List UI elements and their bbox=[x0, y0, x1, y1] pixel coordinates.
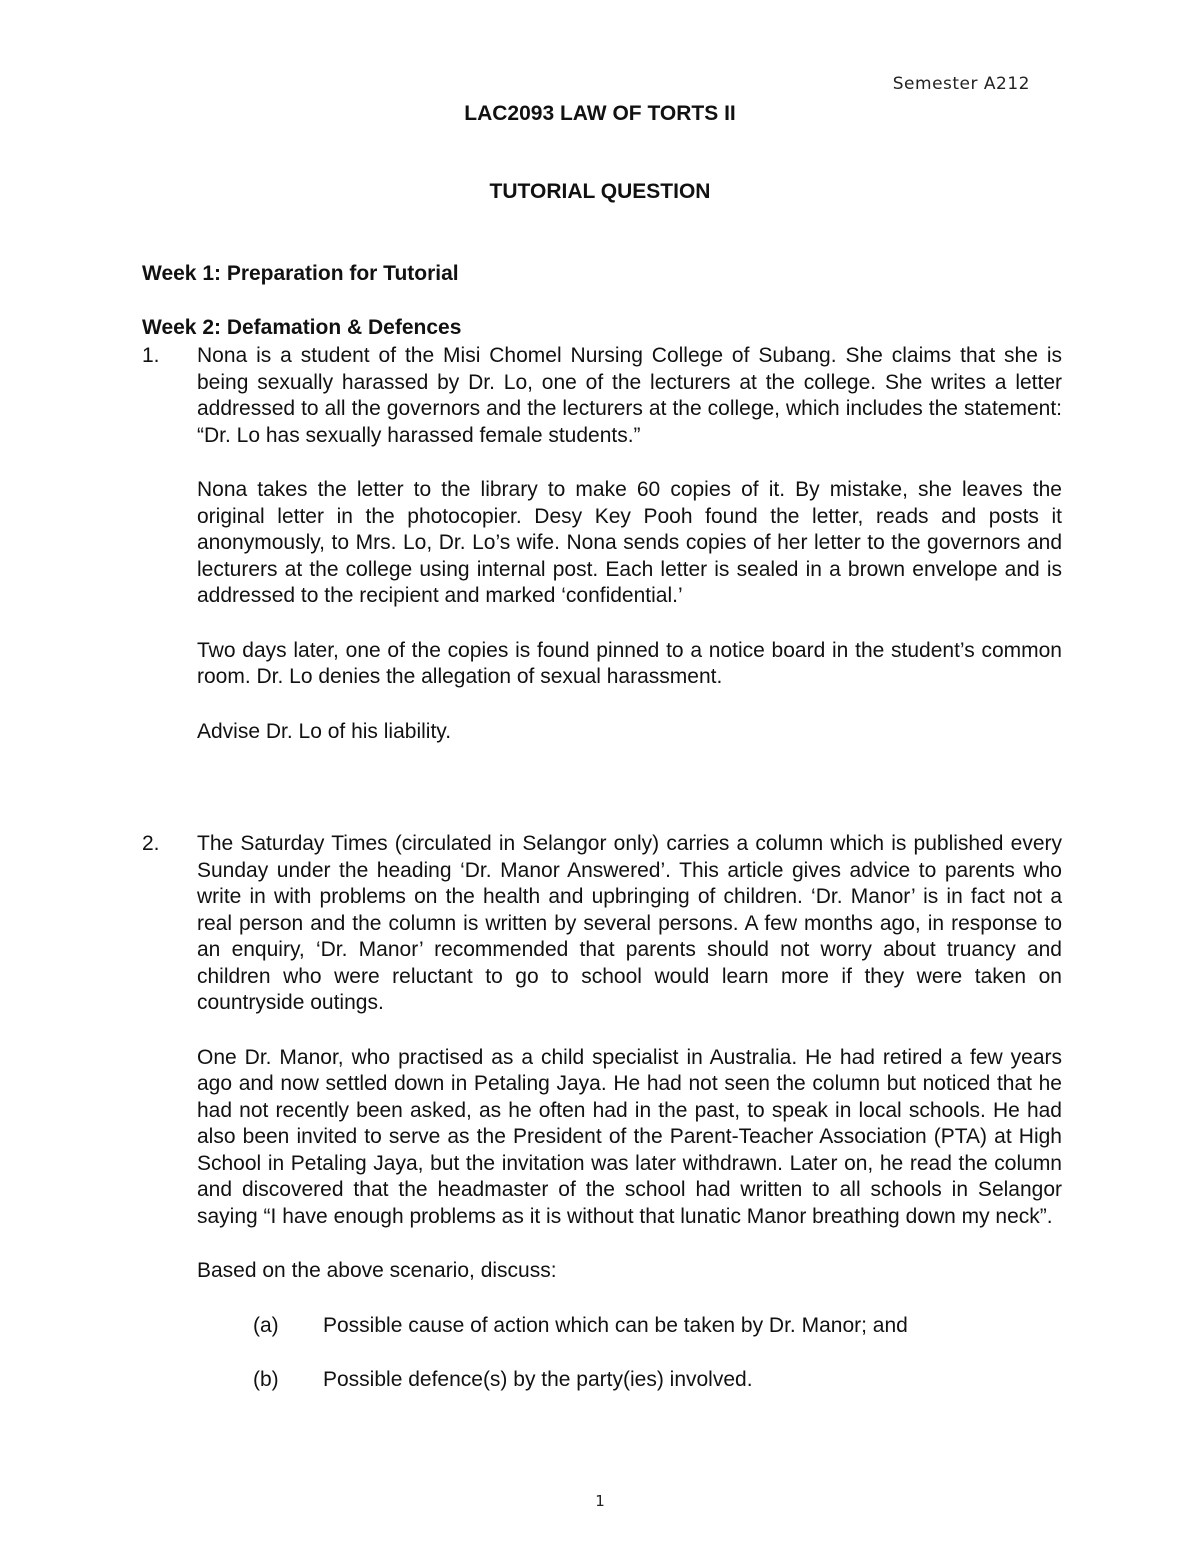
question-paragraph: Nona takes the letter to the library to make 60 copies of it. By mistake, she leaves the original letter in the photocopier. Desy Key Pooh found the letter, reads and posts it anonymously, to Mrs. Lo, Dr. Lo’s wife. Nona sends copies of her letter to the governors and lecturers at the college using internal post. Each letter is sealed in a brown envelope and is addressed to the recipient and marked ‘confidential.’ bbox=[197, 478, 1062, 607]
sub-question-text: Possible defence(s) by the party(ies) involved. bbox=[323, 1368, 753, 1391]
sub-question-list bbox=[197, 1313, 1062, 1394]
page-number: 1 bbox=[595, 1492, 605, 1510]
semester-label: Semester A212 bbox=[892, 74, 1030, 94]
week-2-heading: Week 2: Defamation & Defences bbox=[142, 316, 462, 339]
sub-question-text: Possible cause of action which can be taken by Dr. Manor; and bbox=[323, 1313, 908, 1337]
question-paragraph: The Saturday Times (circulated in Selangor only) carries a column which is published every Sunday under the heading ‘Dr. Manor Answered’. This article gives advice to parents who write in with problems on the health and upbringing of children. ‘Dr. Manor’ is in fact not a real person and the column is written by several persons. A few months ago, in response to an enquiry, ‘Dr. Manor’ recommended that parents should not worry about truancy and children who were reluctant to go to school would learn more if they were taken on countryside outings. bbox=[197, 832, 1062, 1014]
question-1 bbox=[142, 343, 1062, 773]
question-paragraph: One Dr. Manor, who practised as a child specialist in Australia. He had retired a few years ago and now settled down in Petaling Jaya. He had not seen the column but noticed that he had not recently been asked, as he often had in the past, to speak in local schools. He had also been invited to serve as the President of the Parent-Teacher Association (PTA) at High School in Petaling Jaya, but the invitation was later withdrawn. Later on, he read the column and discovered that the headmaster of the school had written to all schools in Selangor saying “I have enough problems as it is without that lunatic Manor breathing down my neck”. bbox=[197, 1045, 1062, 1228]
question-instruction: Based on the above scenario, discuss: bbox=[197, 1259, 557, 1282]
week-1-heading: Week 1: Preparation for Tutorial bbox=[142, 262, 459, 285]
sub-question-label: (b) bbox=[253, 1368, 279, 1391]
question-paragraph: Nona is a student of the Misi Chomel Nursing College of Subang. She claims that she is being sexually harassed by Dr. Lo, one of the lecturers at the college. She writes a letter addressed to all the governors and the lecturers at the college, which includes the statement: “Dr. Lo has sexually harassed female students.” bbox=[197, 344, 1062, 447]
question-number: 1. bbox=[142, 344, 160, 367]
question-body bbox=[197, 831, 1062, 1394]
sub-question-a bbox=[197, 1313, 1062, 1340]
question-paragraph: Two days later, one of the copies is found pinned to a notice board in the student’s common room. Dr. Lo denies the allegation of sexual harassment. bbox=[197, 638, 1062, 688]
question-instruction: Advise Dr. Lo of his liability. bbox=[197, 719, 452, 743]
question-number: 2. bbox=[142, 832, 160, 855]
tutorial-title: TUTORIAL QUESTION bbox=[489, 180, 711, 203]
sub-question-b bbox=[197, 1367, 1062, 1394]
question-2 bbox=[142, 831, 1062, 1422]
course-title: LAC2093 LAW OF TORTS II bbox=[464, 102, 736, 125]
sub-question-label: (a) bbox=[253, 1313, 279, 1337]
question-body bbox=[197, 343, 1062, 745]
